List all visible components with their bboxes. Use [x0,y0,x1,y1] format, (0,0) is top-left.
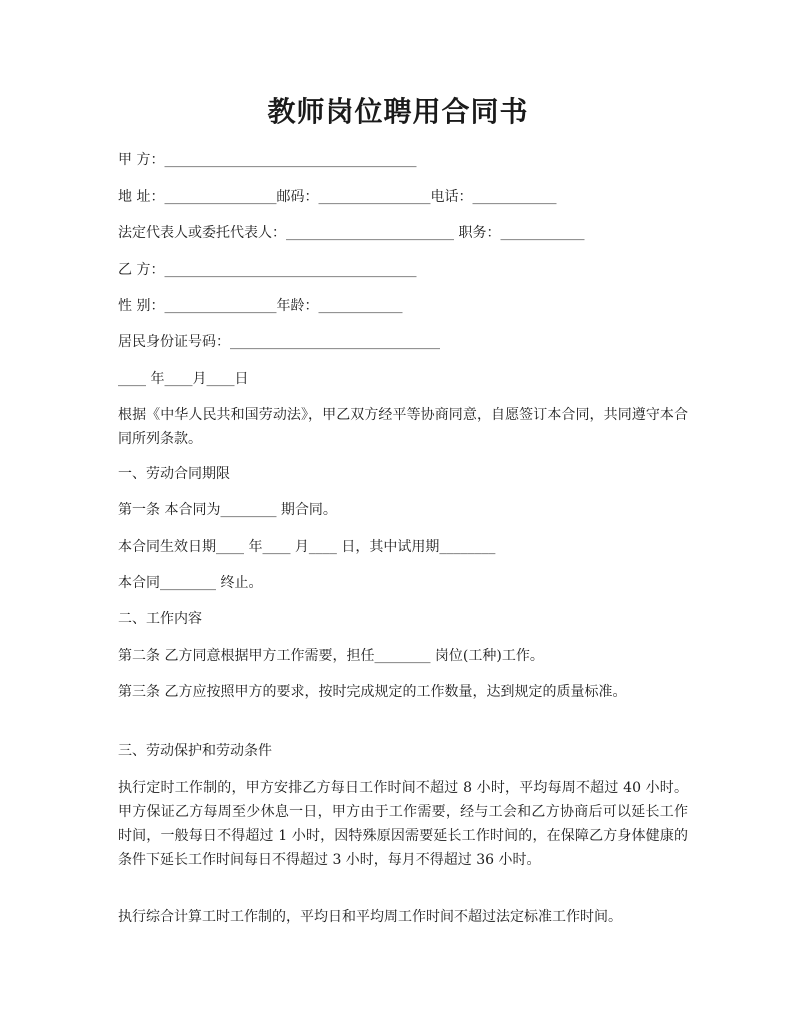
legal-representative-field: 法定代表人或委托代表人：________________________ 职务：____________ [118,225,585,241]
comprehensive-hours-paragraph: 执行综合计算工时工作制的，平均日和平均周工作时间不超过法定标准工作时间。 [118,909,622,925]
section-heading-term: 一、劳动合同期限 [118,466,230,482]
document-title: 教师岗位聘用合同书 [267,95,529,128]
gender-age-field: 性 别：________________年龄：____________ [118,298,403,314]
effective-date-line: 本合同生效日期____ 年____ 月____ 日，其中试用期________ [118,539,496,555]
article-1: 第一条 本合同为________ 期合同。 [118,502,337,518]
termination-line: 本合同________ 终止。 [118,575,263,591]
id-number-field: 居民身份证号码：______________________________ [118,334,440,350]
section-heading-work: 二、工作内容 [118,611,202,627]
party-a-field: 甲 方：____________________________________ [118,152,417,168]
preamble-paragraph: 根据《中华人民共和国劳动法》，甲乙双方经平等协商同意，自愿签订本合同，共同遵守本合同所列条款。 [118,407,688,447]
fixed-hours-paragraph: 执行定时工作制的，甲方安排乙方每日工作时间不超过 8 小时，平均每周不超过 40 小时。甲方保证乙方每周至少休息一日，甲方由于工作需要，经与工会和乙方协商后可以延长工作时间，一般每日不得超过 1 小时，因特殊原因需要延长工作时间的，在保障乙方身体健康的条件下延长工作时间每日不得超过 3 小时，每月不得超过 36 小时。 [118,780,688,868]
section-heading-protection: 三、劳动保护和劳动条件 [118,743,272,759]
article-3: 第三条 乙方应按照甲方的要求，按时完成规定的工作数量，达到规定的质量标准。 [118,684,627,700]
address-postcode-phone-field: 地 址：________________邮码：________________电话：____________ [118,189,557,205]
party-b-field: 乙 方：____________________________________ [118,262,417,278]
article-2: 第二条 乙方同意根据甲方工作需要，担任________ 岗位(工种)工作。 [118,648,544,664]
date-field: ____ 年____月____日 [118,371,249,387]
